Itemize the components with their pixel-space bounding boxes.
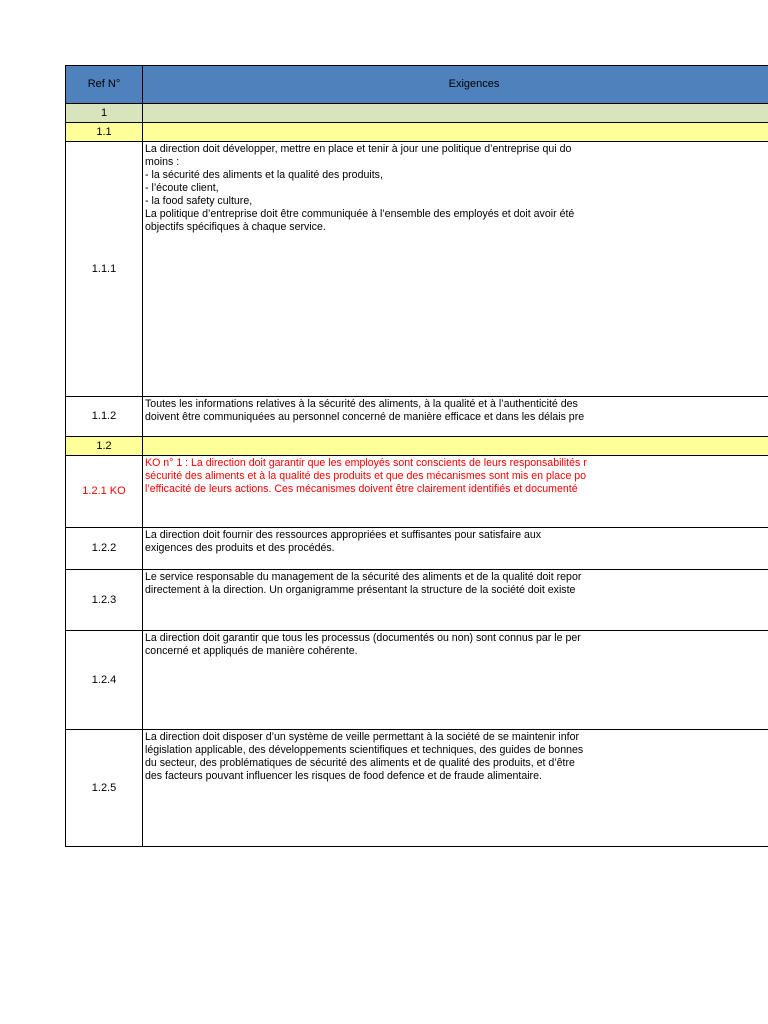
ref-cell[interactable]: 1.1.1 — [66, 142, 143, 397]
section-row — [66, 123, 768, 142]
requirements-sheet — [65, 65, 768, 847]
requirement-row — [66, 631, 768, 730]
requirement-row — [66, 142, 768, 397]
requirement-row — [66, 397, 768, 437]
section-row — [66, 437, 768, 456]
requirement-row — [66, 730, 768, 847]
ref-column-header[interactable]: Ref N° — [66, 66, 143, 104]
requirement-cell[interactable] — [143, 104, 768, 123]
requirements-column-header[interactable]: Exigences — [143, 66, 768, 104]
requirement-cell[interactable]: La direction doit fournir des ressources appropriées et suffisantes pour satisfaire aux exigences des produits et des procédés. — [143, 528, 768, 570]
ref-cell[interactable]: 1 — [66, 104, 143, 123]
requirement-cell[interactable]: Toutes les informations relatives à la sécurité des aliments, à la qualité et à l’authenticité des doivent être communiquées au personnel concerné de manière efficace et dans les délais pre — [143, 397, 768, 437]
requirements-table — [65, 65, 768, 847]
requirement-cell[interactable] — [143, 123, 768, 142]
ref-cell[interactable]: 1.1.2 — [66, 397, 143, 437]
ref-cell[interactable]: 1.2.2 — [66, 528, 143, 570]
ko-ref-cell[interactable]: 1.2.1 KO — [66, 456, 143, 528]
ref-cell[interactable]: 1.1 — [66, 123, 143, 142]
ref-cell[interactable]: 1.2.3 — [66, 570, 143, 631]
header-row — [66, 66, 768, 104]
requirement-cell[interactable]: La direction doit développer, mettre en place et tenir à jour une politique d’entreprise qui do moins : - la sécurité des aliments et la qualité des produits, - l’écoute client, - la food safety culture, La politique d’entreprise doit être communiquée à l’ensemble des employés et doit avoir été objectifs spécifiques à chaque service. — [143, 142, 768, 397]
requirement-row — [66, 528, 768, 570]
requirement-cell[interactable]: Le service responsable du management de la sécurité des aliments et de la qualité doit repor directement à la direction. Un organigramme présentant la structure de la société doit existe — [143, 570, 768, 631]
ref-cell[interactable]: 1.2.4 — [66, 631, 143, 730]
requirement-cell[interactable] — [143, 437, 768, 456]
ko-requirement-row — [66, 456, 768, 528]
ko-requirement-cell[interactable]: KO n° 1 : La direction doit garantir que les employés sont conscients de leurs responsabilités r sécurité des aliments et à la qualité des produits et que des mécanismes sont mis en place po l’efficacité de leurs actions. Ces mécanismes doivent être clairement identifiés et documenté — [143, 456, 768, 528]
ref-cell[interactable]: 1.2 — [66, 437, 143, 456]
chapter-row — [66, 104, 768, 123]
ref-cell[interactable]: 1.2.5 — [66, 730, 143, 847]
requirement-row — [66, 570, 768, 631]
requirement-cell[interactable]: La direction doit disposer d’un système de veille permettant à la société de se maintenir infor législation applicable, des développements scientifiques et techniques, des guides de bonnes du secteur, des problématiques de sécurité des aliments et de qualité des produits, et d’être des facteurs pouvant influencer les risques de food defence et de fraude alimentaire. — [143, 730, 768, 847]
requirement-cell[interactable]: La direction doit garantir que tous les processus (documentés ou non) sont connus par le per concerné et appliqués de manière cohérente. — [143, 631, 768, 730]
